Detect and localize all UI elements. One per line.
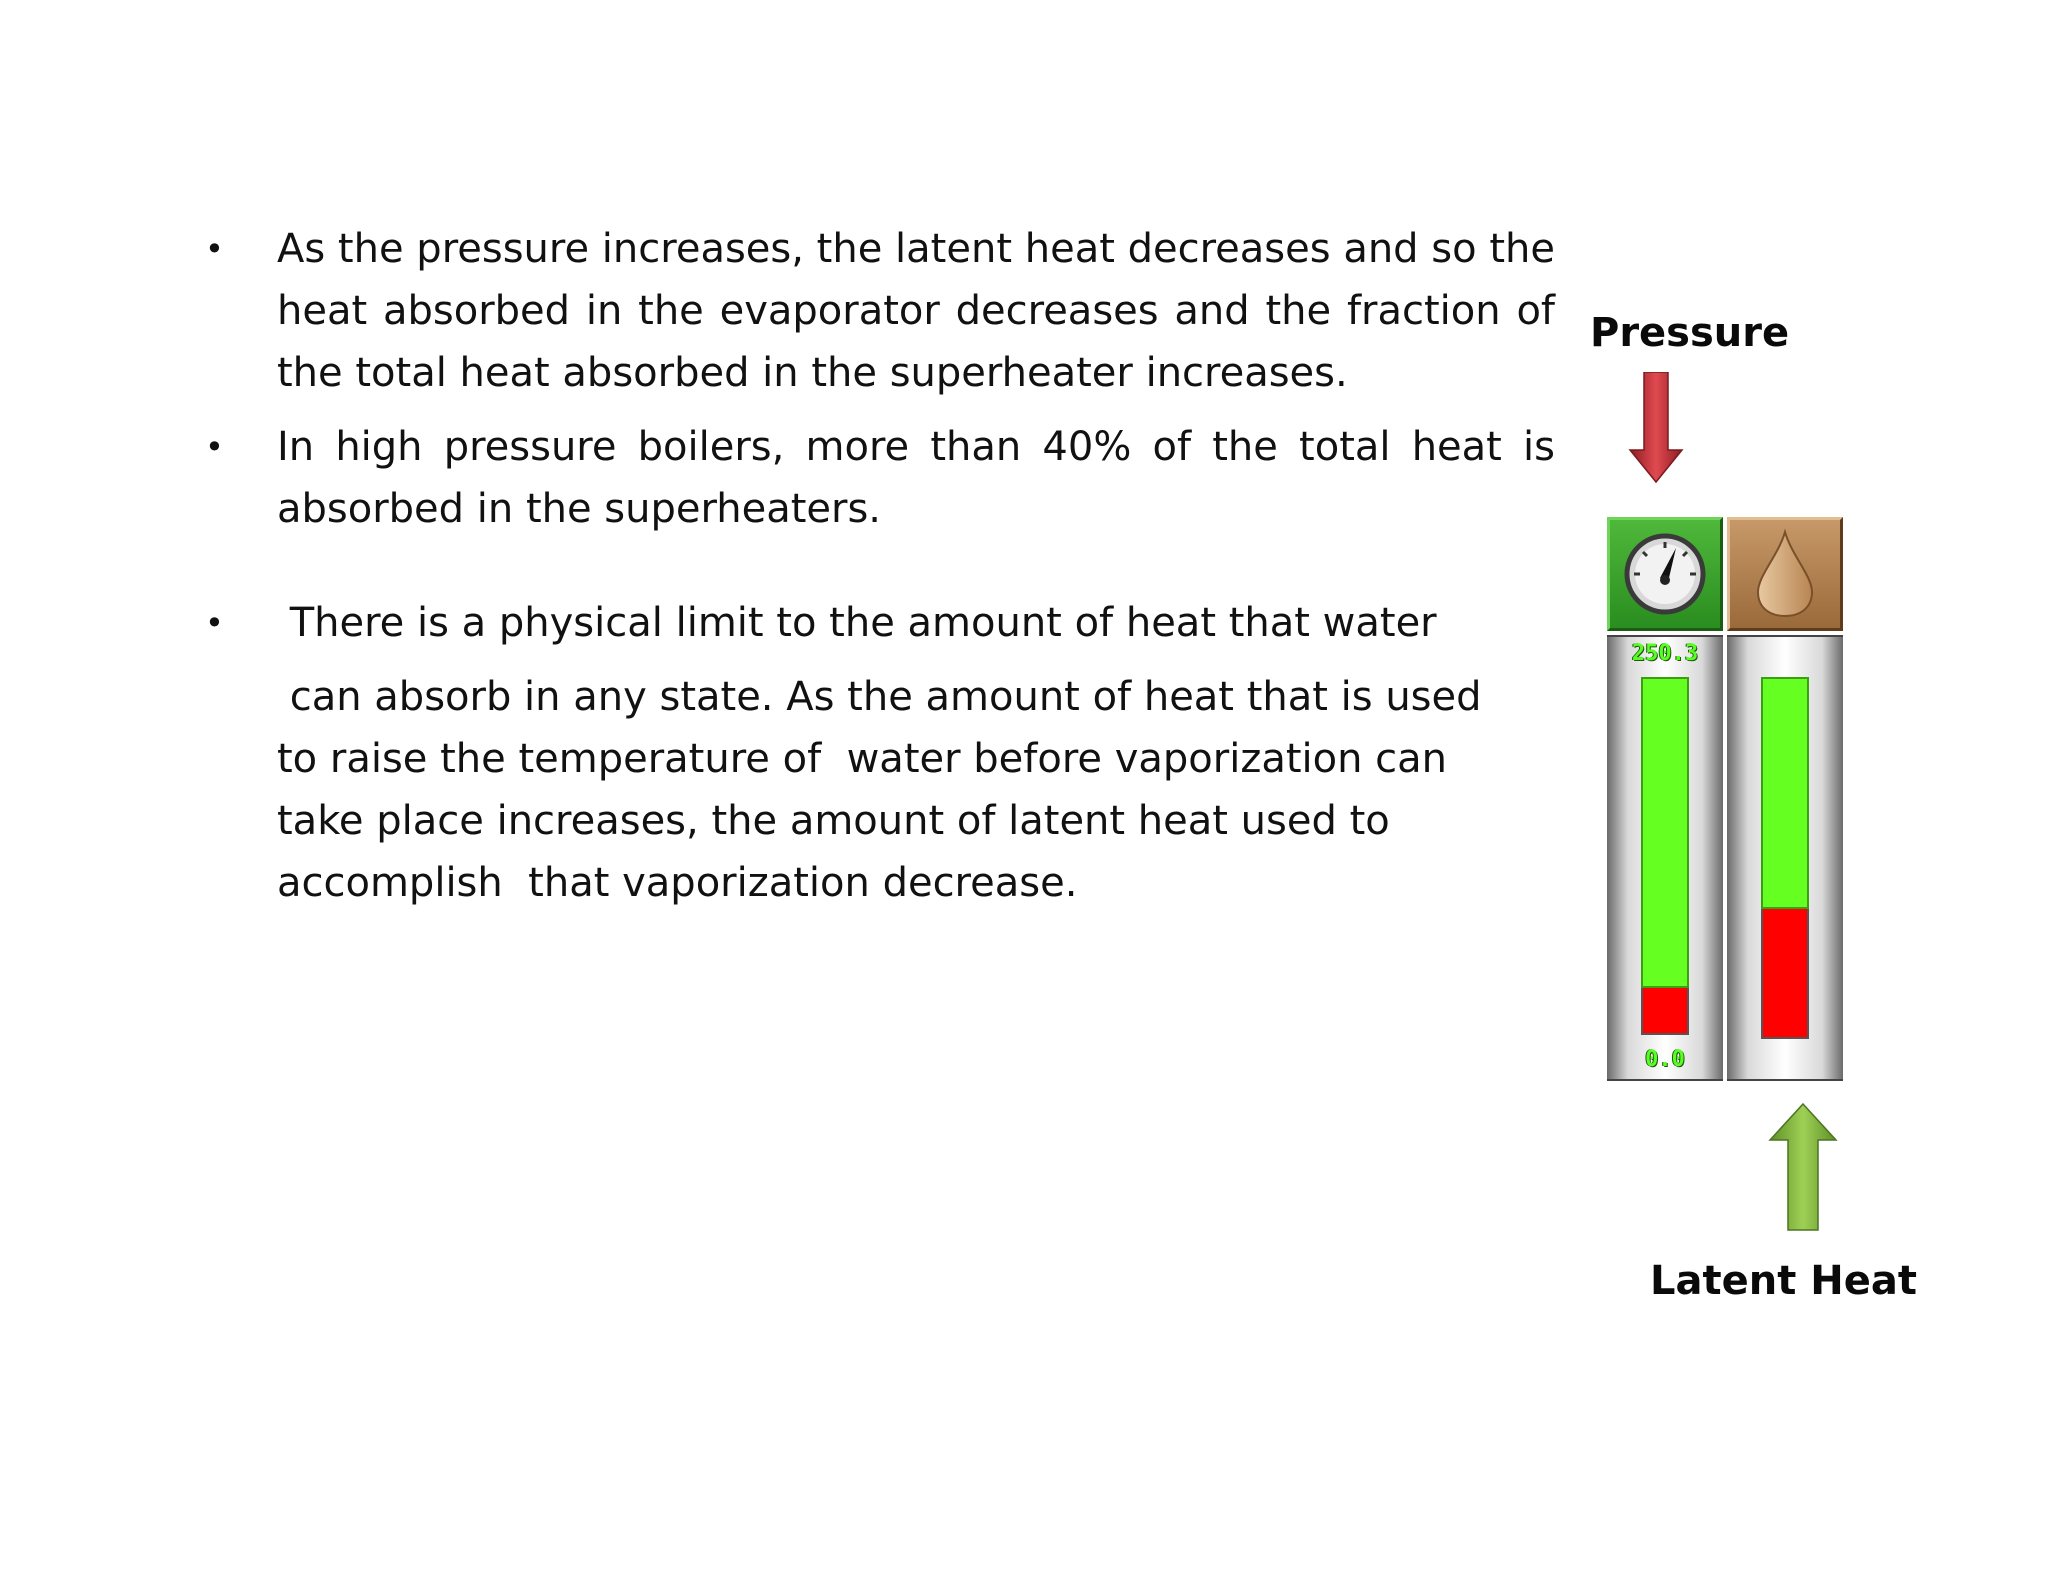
bullet-text-line: accomplish that vaporization decrease. [277, 860, 1078, 906]
bullet-marker: • [205, 604, 224, 642]
bullet-text-line: can absorb in any state. As the amount of heat that is used [277, 674, 1482, 720]
water-drop-icon [1727, 517, 1843, 631]
pressure-level-bar [1607, 635, 1723, 1081]
bullet-marker: • [205, 428, 224, 466]
pressure-max-readout: 250.3 [1631, 641, 1699, 666]
bullet-item [200, 416, 1555, 540]
bullet-text: As the pressure increases, the latent heat decreases and so the heat absorbed in the evaporator decreases and the fraction of the total heat absorbed in the superheater increases. [277, 226, 1555, 396]
pressure-label: Pressure [1590, 310, 1790, 356]
pressure-level-track [1641, 677, 1689, 1035]
bullet-text-line: to raise the temperature of water before vaporization can [277, 736, 1448, 782]
bullet-marker: • [205, 230, 224, 268]
latent-heat-level-fill [1761, 677, 1809, 909]
bullet-text: In high pressure boilers, more than 40% of the total heat is absorbed in the superheaters. [277, 424, 1555, 532]
pressure-gauge-icon [1607, 517, 1723, 631]
latent-heat-level-bar [1727, 635, 1843, 1081]
latent-heat-level-track [1761, 677, 1809, 1039]
pressure-min-readout: 0.0 [1645, 1047, 1685, 1072]
latent-heat-label: Latent Heat [1650, 1258, 1917, 1304]
bullet-list [200, 218, 1555, 914]
down-arrow-icon [1628, 372, 1684, 484]
bullet-text-line: take place increases, the amount of latent heat used to [277, 798, 1390, 844]
up-arrow-icon [1768, 1102, 1838, 1232]
bullet-item [200, 218, 1555, 404]
gauge-panel [1605, 515, 1845, 1083]
pressure-level-fill [1641, 677, 1689, 988]
bullet-text-line: There is a physical limit to the amount of heat that water [277, 600, 1437, 646]
bullet-item [200, 592, 1555, 914]
